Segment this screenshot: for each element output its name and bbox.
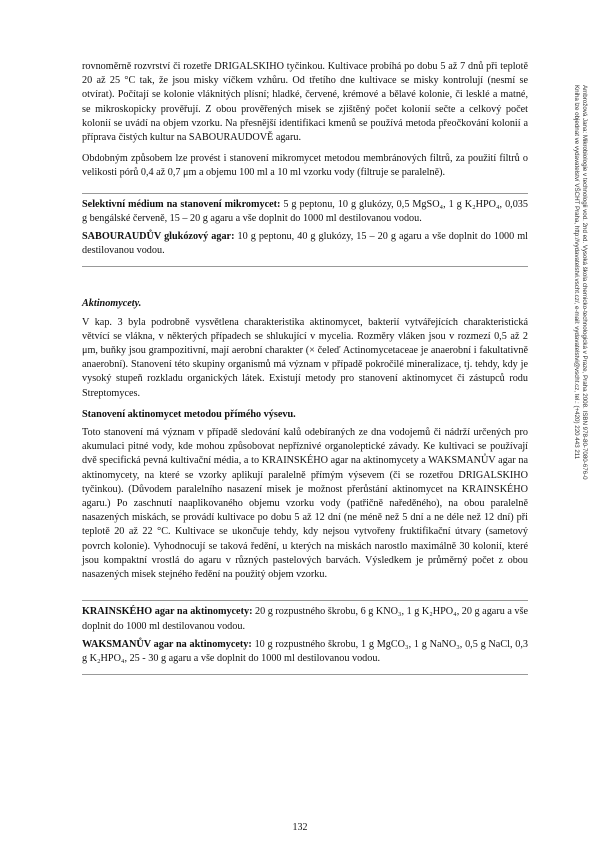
side-citation <box>542 85 588 645</box>
side-citation-line: Kniha lze objednat ve vydavatelství VŠCHT Praha, http://vydavatelstvi.vscht.cz/, e-mail: vydavatelstvi@vscht.cz, tel.: (+420) 220 443 211 <box>572 85 580 460</box>
media-item-waksman <box>82 638 528 666</box>
media-item-selective <box>82 198 528 226</box>
paragraph-drigalski: rovnoměrně rozvrství či rozetře DRIGALSKIHO tyčinkou. Kultivace probíhá po dobu 5 až 7 dnů při teplotě 20 až 25 °C tak, že jsou misky víčkem vzhůru. Od třetího dne kultivace se misky kontrolují (nesmí se otvírat). Počítají se kolonie vláknitých plísní; hladké, červené, krémové a bělavé kolonie, či lesklé a matné, se mikroskopicky prověřují. Z obou prověřených misek se zjištěný počet kolonií sečte a celkový počet kolonií se uvádí na objem vzorku. Na přesnější identifikaci kmenů se používá metoda přeočkování kolonií a příprava čistých kultur na SABOURAUDOVĚ agaru. <box>82 61 528 144</box>
paragraph-direct-seeding: Toto stanovení má význam v případě sledování kalů odebíraných ze dna vodojemů či nádrží určených pro akumulaci pitné vody, kde mohou způsobovat nepříznivé organoleptické závady. Ke kultivaci se používají dvě specifická pevná kultivační média, a to KRAINSKÉHO agar na aktinomycety a WAKSMANŮV agar na aktinomycety, na které se vzorky aplikují paralelně přímým výsevem (či se rozetřou DRIGALSKIHO tyčinkou). (Důvodem paralelního nasazení misek je možnost přerůstání aktinomycet na KRAINSKÉHO agaru.) Po zaschnutí naaplikovaného objemu vzorku vody (patřičně naředěného), na obou paralelně nasazených miskách, se provádí kultivace po dobu 5 až 12 dní (ne méně než 5 dní a ne déle než 12 dní) při teplotě 20 až 22 °C. Kultivace se ukončuje tehdy, kdy nejsou vytvořeny fruktifikační útvary (sametový povrch kolonie). Vyhodnocují se taková ředění, u kterých na miskách narostlo maximálně 30 kolonií, které jsou kompaktní vrostlá do agaru v různých pastelových barvách. Výsledkem je průměrný počet z obou nasazených misek stejného ředění na použitý objem vzorku. <box>82 427 528 581</box>
media-item-krainsky <box>82 605 528 633</box>
media-label: WAKSMANŮV agar na aktinomycety: <box>82 638 252 650</box>
section-heading-aktinomycety: Aktinomycety. <box>82 298 142 310</box>
paragraph-aktinomycety: V kap. 3 byla podrobně vysvětlena charakteristika aktinomycet, bakterií vytvářejících charakteristická větvící se vlákna, v některých případech se shlukující v mycelia. Rozměry vláken jsou v rozmezí 0,5 až 2 μm, buňky jsou grampozitivní, mají aerobní charakter (× čeleď Actinomycetaceae je anaerobní i fakultativně anaerobní). Stanovení této skupiny organismů má význam v případě pokročilé mineralizace, tj. tehdy, kdy je vysoký stupeň rozkladu organických látek. Existují metody pro stanovení aktinomycet či zástupců rodu Streptomyces. <box>82 316 528 399</box>
side-citation-line: Ambrožová Jana: Mikrobiologie v technologii vod. 2nd ed. Vysoká škola chemicko-technologická v Praze, Praha 2008. ISBN 978-80-7080-676-0 <box>581 85 588 480</box>
media-text: 10 g peptonu, 40 g glukózy, 15 – 20 g agaru a vše doplnit do 1000 ml destilovanou vodou. <box>82 231 529 257</box>
media-label: SABOURAUDŮV glukózový agar: <box>82 231 235 243</box>
media-text: 10 g rozpustného škrobu, 1 g MgCO₃, 1 g NaNO₃, 0,5 g NaCl, 0,3 g K₂HPO₄, 25 - 30 g agaru a vše doplnit do 1000 ml destilovanou vodou. <box>82 638 528 664</box>
section-heading-direct-seeding: Stanovení aktinomycet metodou přímého výsevu. <box>82 408 296 420</box>
media-label: Selektivní médium na stanovení mikromycet: <box>82 198 281 210</box>
media-text: 20 g rozpustného škrobu, 6 g KNO₃, 1 g K₂HPO₄, 20 g agaru a vše doplnit do 1000 ml destilovanou vodou. <box>82 606 528 632</box>
media-label: KRAINSKÉHO agar na aktinomycety: <box>82 606 253 618</box>
media-item-sabouraud <box>82 230 528 258</box>
paragraph-membrane-filters: Obdobným způsobem lze provést i stanovení mikromycet metodou membránových filtrů, za použití filtrů o velikosti pórů 0,4 až 0,7 μm a objemu 100 ml a 10 ml vzorku vody (filtruje se paralelně). <box>82 153 528 179</box>
page-number: 132 <box>292 822 308 833</box>
media-text: 5 g peptonu, 10 g glukózy, 0,5 MgSO₄, 1 g K₂HPO₄, 0,035 g bengálské červeně, 15 – 20 g agaru a vše doplnit do 1000 ml destilovanou vodou. <box>82 198 528 224</box>
media-box-mikromycety <box>82 193 528 268</box>
side-citation-text <box>572 85 588 645</box>
text-column <box>82 60 528 675</box>
media-box-aktinomycety <box>82 600 528 675</box>
